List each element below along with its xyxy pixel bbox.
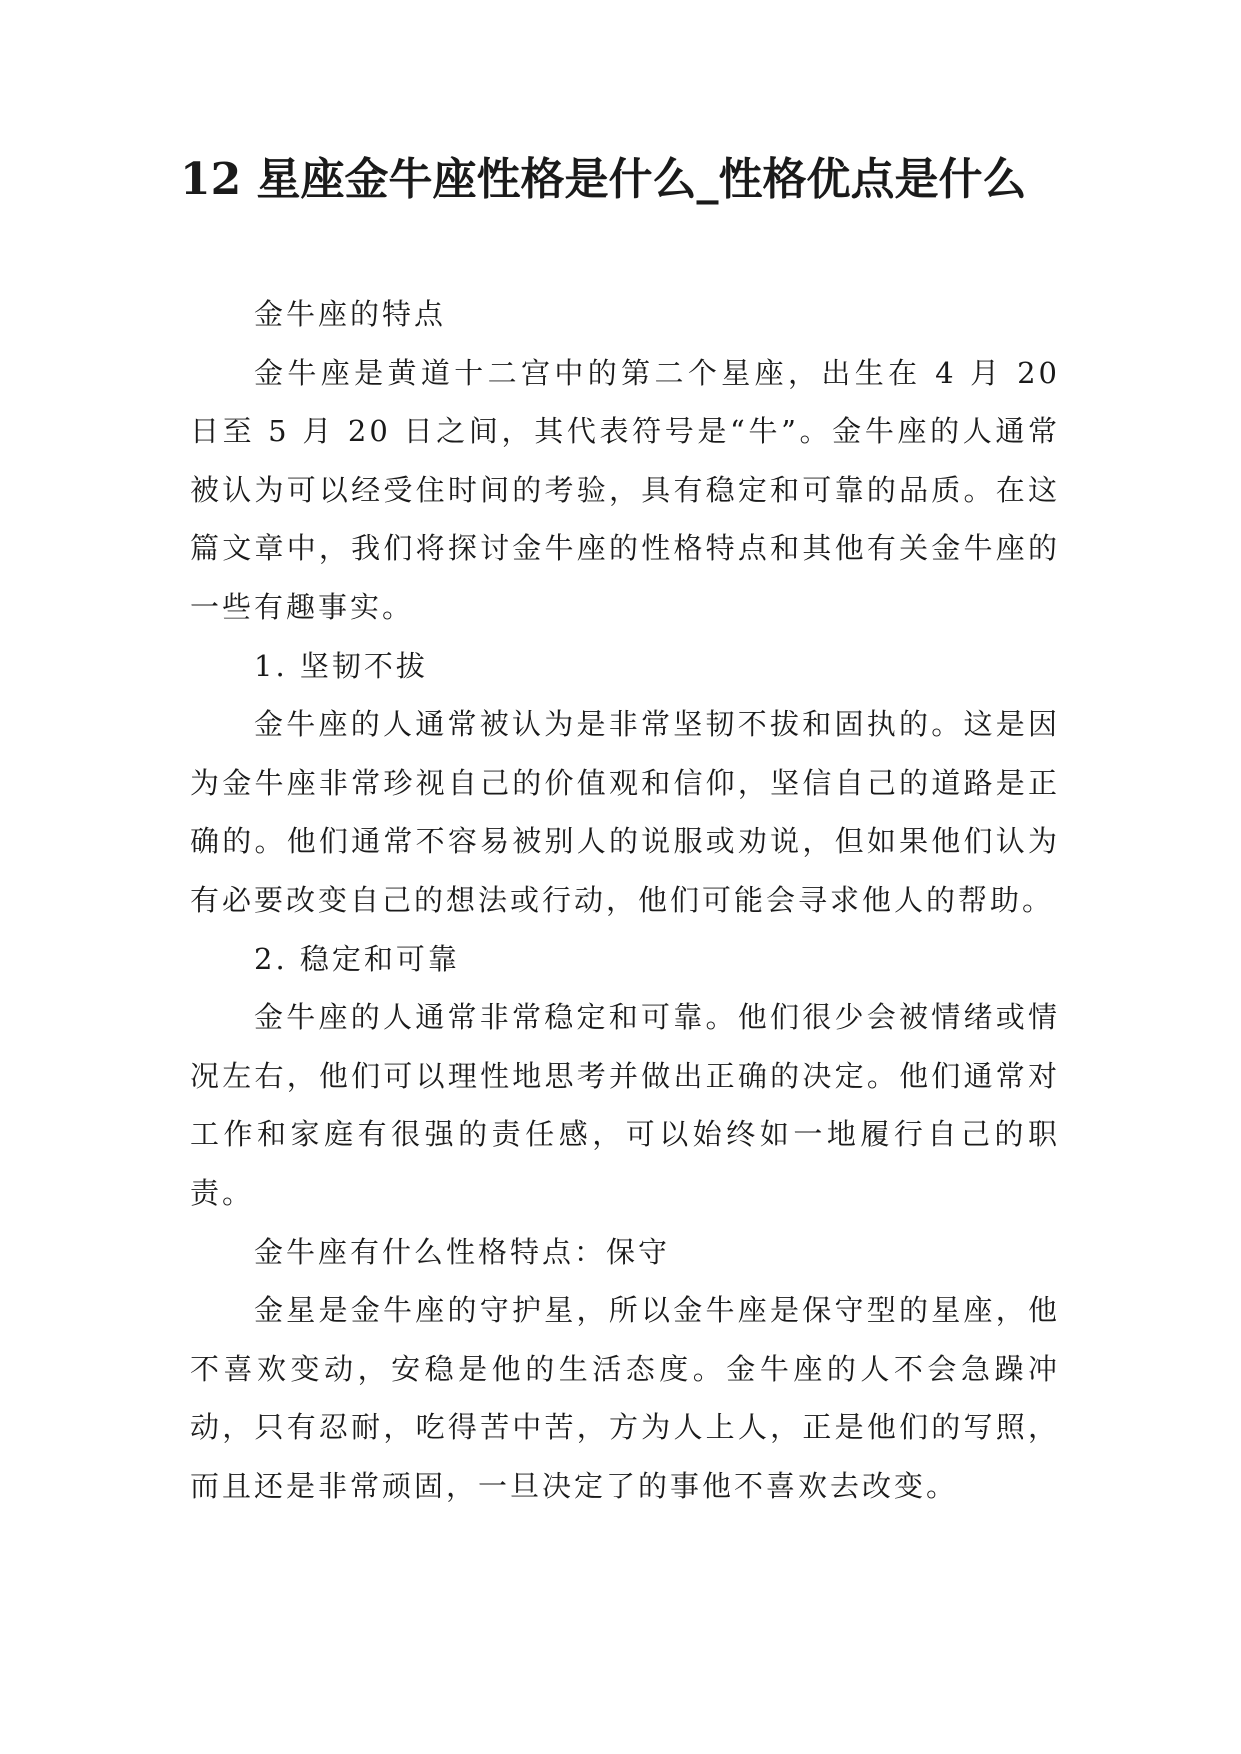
list-item-heading-perseverance: 1. 坚韧不拔 bbox=[254, 648, 428, 683]
stability-paragraph: 金牛座的人通常非常稳定和可靠。他们很少会被情绪或情况左右，他们可以理性地思考并做出正确的决定。他们通常对工作和家庭有很强的责任感，可以始终如一地履行自己的职责。 bbox=[190, 1000, 1060, 1210]
intro-paragraph: 金牛座是黄道十二宫中的第二个星座，出生在 4 月 20 日至 5 月 20 日之间，其代表符号是“牛”。金牛座的人通常被认为可以经受住时间的考验，具有稳定和可靠的品质。在这篇文章中，我们将探讨金牛座的性格特点和其他有关金牛座的一些有趣事实。 bbox=[190, 355, 1060, 624]
perseverance-paragraph: 金牛座的人通常被认为是非常坚韧不拔和固执的。这是因为金牛座非常珍视自己的价值观和信仰，坚信自己的道路是正确的。他们通常不容易被别人的说服或劝说，但如果他们认为有必要改变自己的想法或行动，他们可能会寻求他人的帮助。 bbox=[190, 707, 1060, 917]
section-heading-features: 金牛座的特点 bbox=[254, 297, 447, 331]
article-body bbox=[190, 285, 1060, 1515]
conservative-paragraph: 金星是金牛座的守护星，所以金牛座是保守型的星座，他不喜欢变动，安稳是他的生活态度。金牛座的人不会急躁冲动，只有忍耐，吃得苦中苦，方为人上人，正是他们的写照，而且还是非常顽固，一旦决定了的事他不喜欢去改变。 bbox=[190, 1293, 1060, 1503]
list-item-heading-stability: 2. 稳定和可靠 bbox=[254, 941, 460, 976]
page-title: 12 星座金牛座性格是什么_性格优点是什么 bbox=[180, 154, 1027, 205]
section-heading-conservative: 金牛座有什么性格特点：保守 bbox=[254, 1234, 671, 1269]
